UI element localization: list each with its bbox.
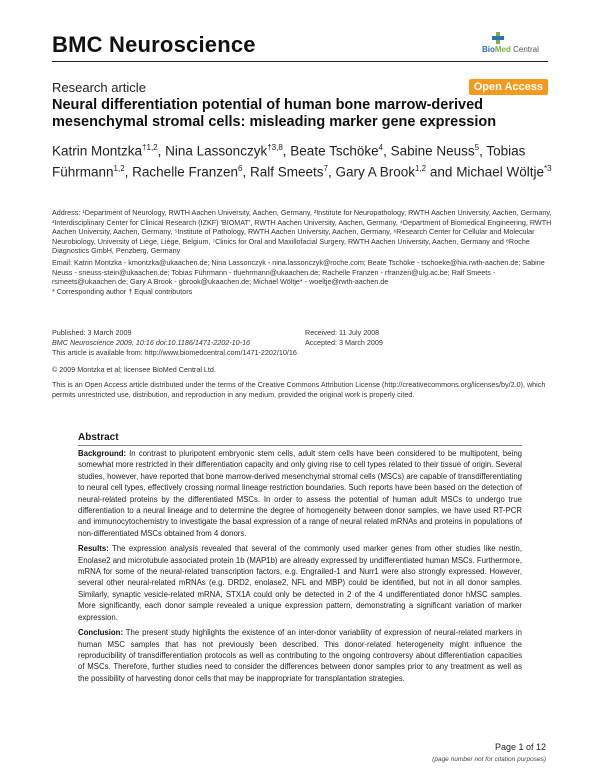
abstract-heading: Abstract	[78, 432, 522, 446]
author: Katrin Montzka	[52, 143, 143, 159]
open-access-badge: Open Access	[469, 79, 548, 95]
copyright: © 2009 Montzka et al; licensee BioMed Central Ltd.	[52, 364, 216, 374]
author: Nina Lassonczyk	[165, 143, 268, 159]
biomed-cross-icon	[492, 32, 504, 44]
page-note: (page number not for citation purposes)	[432, 756, 546, 763]
article-url[interactable]: This article is available from: http://www.biomedcentral.com/1471-2202/10/16	[52, 348, 297, 358]
publication-info	[52, 328, 297, 375]
header-divider	[52, 61, 548, 62]
author: Gary A Brook	[335, 164, 415, 179]
received-date: Received: 11 July 2008	[305, 328, 380, 337]
author: Rachelle Franzen	[132, 164, 238, 179]
author: Michael Wöltje	[456, 164, 544, 179]
accepted-date: Accepted: 3 March 2009	[305, 338, 383, 348]
received-accepted	[305, 328, 383, 348]
author-notes: * Corresponding author † Equal contributors	[52, 286, 193, 296]
abstract-background: Background: In contrast to pluripotent embryonic stem cells, adult stem cells have been considered to be multipotent, being somewhat more restricted in their differentiation capacity and only giving rise to cell types related to their tissue of origin. Several studies, however, have reported that bone marrow-derived mesenchymal stromal cells (MSCs) are capable of transdifferentiating to neural cell types, effectively crossing normal lineage restriction boundaries. Such reports have been based on the detection of neural-related proteins by the differentiated MSCs. In order to assess the potential of human adult MSCs to undergo true differentiation to a neural lineage and to determine the degree of homogeneity between donor samples, we have used RT-PCR and immunocytochemistry to investigate the basal expression of a range of neural related mRNAs and proteins in populations of non-differentiated MSCs obtained from 4 donors.	[78, 449, 522, 538]
author: Ralf Smeets	[249, 164, 324, 179]
article-type: Research article	[52, 80, 146, 95]
license-text: This is an Open Access article distributed under the terms of the Creative Commons Attribution License (http://creativecommons.org/licenses/by/2.0), which permits unrestricted use, distribution, and reproduction in any medium, provided the original work is properly cited.	[52, 380, 546, 399]
author: Sabine Neuss	[390, 143, 475, 159]
abstract-conclusion: Conclusion: The present study highlights the existence of an inter-donor variability of expression of neural-related markers in human MSC samples that has not previously been described. This donor-related heterogeneity might influence the reproducibility of transdifferentiation protocols as well as contributing to the ongoing controversy about differentiation capacities of MSCs. Therefore, further studies need to consider the differences between donor samples prior to any treatment as well as the possibility of harvesting donor cells that may be inappropriate for transplantation strategies.	[78, 628, 522, 683]
published-date: Published: 3 March 2009	[52, 328, 132, 337]
author: Tobias Führmann	[52, 143, 526, 179]
publisher-name: BioMed Central	[482, 45, 539, 54]
author-emails[interactable]: Email: Katrin Montzka - kmontzka@ukaachen.de; Nina Lassonczyk - nina.lassonczyk@roche.com; Beate Tschöke - tschoeke@hia.rwth-aachen.de; Sabine Neuss - sneuss-stein@ukaachen.de; Tobias Führmann - tfuehrmann@ukaachen.de; Rachelle Franzen - rfranzen@ulg.ac.be; Ralf Smeets - rsmeets@ukaachen.de; Gary A Brook - gbrook@ukaachen.de; Michael Wöltje* - woeltje@rwth-aachen.de * Corresponding author † Equal contributors	[52, 258, 552, 296]
author-list: Katrin Montzka$^{\dagger 1,2}$, Nina Lassonczyk$^{\dagger 3,8}$, Beate Tschöke$^4$, Sabine Neuss$^5$, Tobias Führmann$^{1,2}$, Rachelle Franzen$^6$, Ralf Smeets$^7$, Gary A Brook$^{1,2}$ and Michael Wöltje$^{*3}$	[52, 143, 552, 179]
article-title: Neural differentiation potential of human bone marrow-derived mesenchymal stromal cells: misleading marker gene expression	[52, 97, 497, 130]
abstract	[78, 432, 522, 688]
biomed-central-logo	[482, 32, 546, 56]
affiliations: Address: ¹Department of Neurology, RWTH Aachen University, Aachen, Germany, ²Institute for Neuropathology, RWTH Aachen University, Aachen, Germany, ³Interdisciplinary Center for Clinical Research (IZKF) 'BIOMAT', RWTH Aachen University, Aachen, Germany, ⁴Department of Biomedical Engineering, RWTH Aachen University, Aachen, Germany, ⁵Institute of Pathology, RWTH Aachen University, Aachen, Germany, ⁶Research Center for Cellular and Molecular Neurobiology, University of Liège, Liège, Belgium, ⁷Clinics for Oral and Maxillofacial Surgery, RWTH Aachen University, Aachen, Germany and ⁸Roche Diagnostics GmbH, Penzberg, Germany	[52, 208, 552, 256]
citation: BMC Neuroscience 2009, 10:16 doi:10.1186/1471-2202-10-16	[52, 338, 251, 348]
journal-title: BMC Neuroscience	[52, 32, 256, 57]
abstract-results: Results: The expression analysis revealed that several of the commonly used marker genes from other studies like nestin, Enolase2 and microtubule associated protein 1b (MAP1b) are already expressed by undifferentiated human MSCs. Furthermore, mRNA for some of the neural-related transcription factors, e.g. Engrailed-1 and Nurr1 were also strongly expressed. However, several other neural-related mRNAs (e.g. DRD2, enolase2, NFL and MBP) could be identified, but not in all donor samples. Similarly, synaptic vesicle-related mRNA, STX1A could only be detected in 2 of the 4 undifferentiated donor hMSC samples. More significantly, each donor sample revealed a unique expression pattern, demonstrating a significant variation of marker expression.	[78, 544, 522, 622]
page-number: Page 1 of 12	[494, 742, 546, 752]
author: Beate Tschöke	[290, 143, 379, 159]
